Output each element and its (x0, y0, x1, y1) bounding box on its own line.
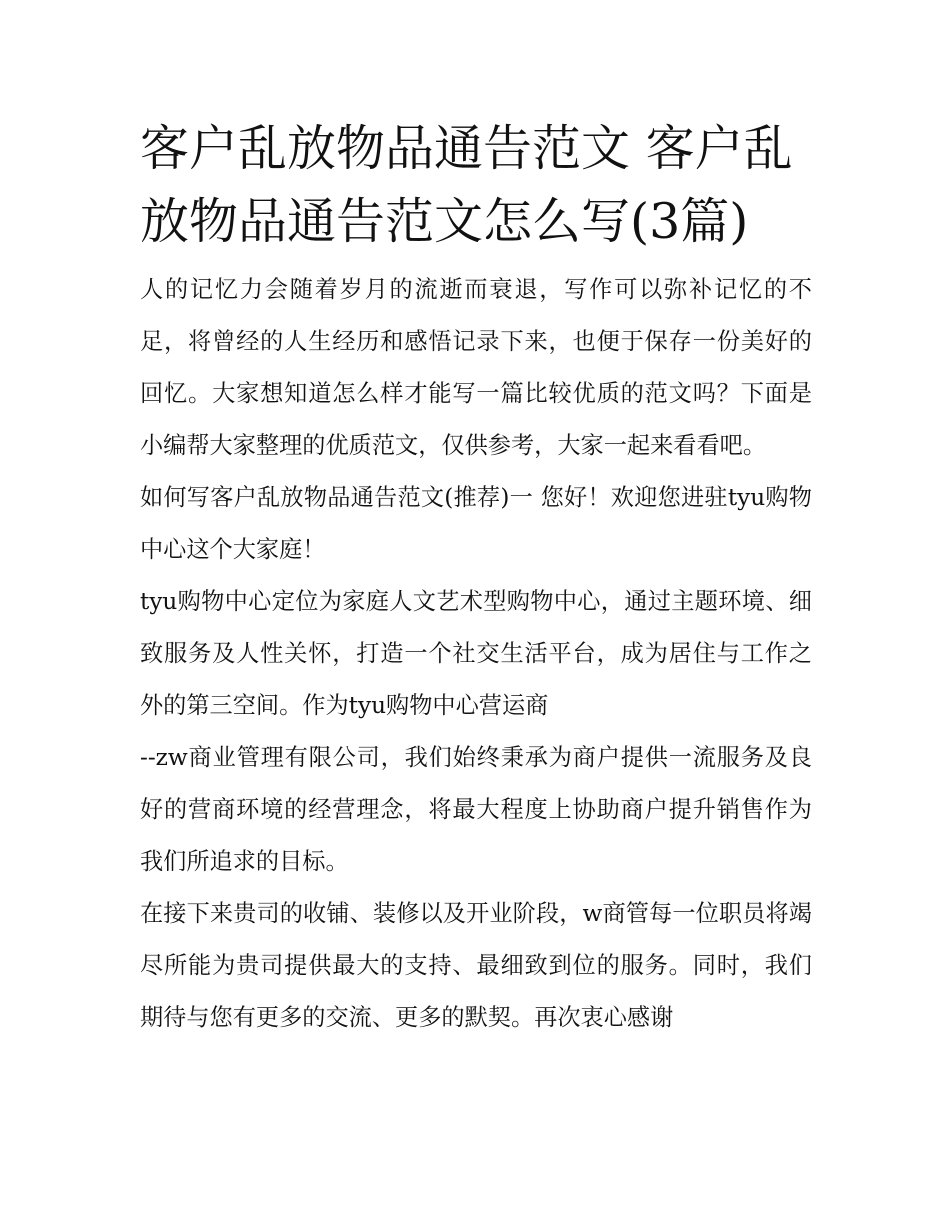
paragraph-support: 在接下来贵司的收铺、装修以及开业阶段，w商管每一位职员将竭尽所能为贵司提供最大的支持、最细致到位的服务。同时，我们期待与您有更多的交流、更多的默契。再次衷心感谢 (140, 900, 812, 1031)
paragraph-operator: --zw商业管理有限公司，我们始终秉承为商户提供一流服务及良好的营商环境的经营理念，将最大程度上协助商户提升销售作为我们所追求的目标。 (140, 744, 812, 875)
document-page (140, 112, 812, 1044)
paragraph-intro: 人的记忆力会随着岁月的流逝而衰退，写作可以弥补记忆的不足，将曾经的人生经历和感悟记录下来，也便于保存一份美好的回忆。大家想知道怎么样才能写一篇比较优质的范文吗？下面是小编帮大家整理的优质范文，仅供参考，大家一起来看看吧。 (140, 276, 812, 459)
document-title: 客户乱放物品通告范文 客户乱放物品通告范文怎么写(3篇) (140, 120, 793, 250)
paragraph-positioning: tyu购物中心定位为家庭人文艺术型购物中心，通过主题环境、细致服务及人性关怀，打造一个社交生活平台，成为居住与工作之外的第三空间。作为tyu购物中心营运商 (140, 588, 812, 719)
paragraph-welcome: 如何写客户乱放物品通告范文(推荐)一 您好！欢迎您进驻tyu购物中心这个大家庭！ (140, 484, 812, 563)
